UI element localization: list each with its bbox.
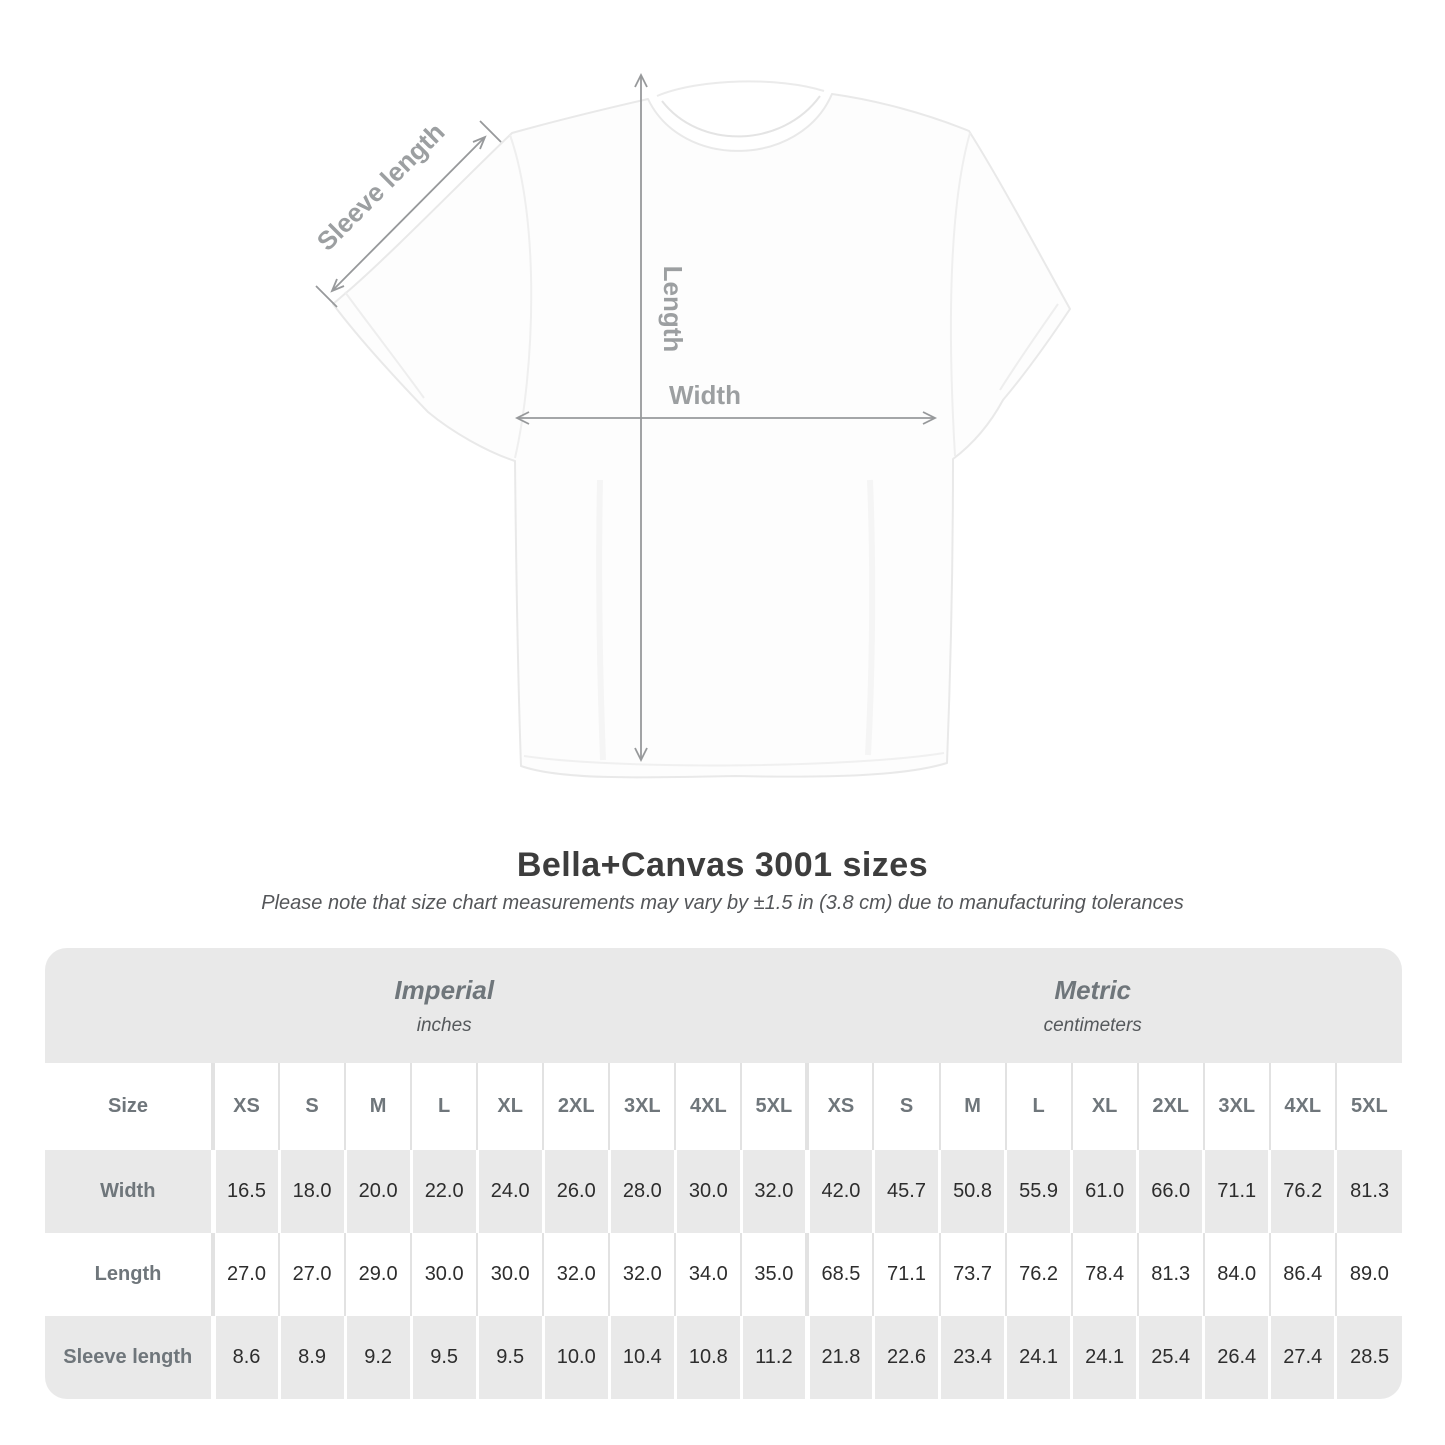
size-header: S xyxy=(279,1063,345,1150)
unit-group-row xyxy=(45,948,1402,1063)
measurement-cell: 29.0 xyxy=(345,1233,411,1316)
size-header: 3XL xyxy=(609,1063,675,1150)
measurement-cell: 16.5 xyxy=(213,1150,279,1233)
imperial-group-title: Imperial xyxy=(394,974,495,1005)
page-title: Bella+Canvas 3001 sizes xyxy=(516,846,929,884)
measurement-cell: 32.0 xyxy=(741,1150,807,1233)
width-row xyxy=(45,1150,1402,1233)
measurement-cell: 28.0 xyxy=(609,1150,675,1233)
measurement-cell: 73.7 xyxy=(940,1233,1006,1316)
size-column-header: Size xyxy=(45,1063,213,1150)
measurement-cell: 24.1 xyxy=(1006,1316,1072,1399)
measurement-cell: 78.4 xyxy=(1072,1233,1138,1316)
measurement-cell: 24.0 xyxy=(477,1150,543,1233)
size-chart-table xyxy=(45,948,1402,1399)
measurement-cell: 26.0 xyxy=(543,1150,609,1233)
tshirt-illustration xyxy=(333,81,1070,777)
length-label: Length xyxy=(658,265,688,353)
measurement-cell: 9.5 xyxy=(411,1316,477,1399)
length-row xyxy=(45,1233,1402,1316)
measurement-cell: 61.0 xyxy=(1072,1150,1138,1233)
size-header: XL xyxy=(1072,1063,1138,1150)
size-header: M xyxy=(940,1063,1006,1150)
measurement-cell: 9.5 xyxy=(477,1316,543,1399)
measurement-cell: 89.0 xyxy=(1336,1233,1402,1316)
measurement-cell: 8.6 xyxy=(213,1316,279,1399)
measurement-cell: 18.0 xyxy=(279,1150,345,1233)
size-header: 2XL xyxy=(1138,1063,1204,1150)
measurement-cell: 34.0 xyxy=(675,1233,741,1316)
measurement-cell: 42.0 xyxy=(807,1150,873,1233)
measurement-cell: 68.5 xyxy=(807,1233,873,1316)
measurement-cell: 25.4 xyxy=(1138,1316,1204,1399)
measurement-cell: 30.0 xyxy=(675,1150,741,1233)
size-header: L xyxy=(411,1063,477,1150)
sleeve-length-label: Sleeve length xyxy=(310,116,451,257)
measurement-cell: 10.0 xyxy=(543,1316,609,1399)
measurement-cell: 9.2 xyxy=(345,1316,411,1399)
measurement-cell: 81.3 xyxy=(1336,1150,1402,1233)
measurement-cell: 11.2 xyxy=(741,1316,807,1399)
measurement-cell: 22.6 xyxy=(873,1316,939,1399)
measurement-cell: 71.1 xyxy=(1204,1150,1270,1233)
measurement-cell: 10.8 xyxy=(675,1316,741,1399)
measurement-cell: 27.4 xyxy=(1270,1316,1336,1399)
measurement-cell: 27.0 xyxy=(279,1233,345,1316)
measurement-cell: 55.9 xyxy=(1006,1150,1072,1233)
imperial-group-header xyxy=(45,948,807,1063)
measurement-cell: 35.0 xyxy=(741,1233,807,1316)
size-header: XS xyxy=(807,1063,873,1150)
measurement-cell: 20.0 xyxy=(345,1150,411,1233)
measurement-cell: 71.1 xyxy=(873,1233,939,1316)
measurement-cell: 76.2 xyxy=(1006,1233,1072,1316)
measurement-cell: 32.0 xyxy=(543,1233,609,1316)
row-label: Width xyxy=(45,1150,213,1233)
measurement-cell: 26.4 xyxy=(1204,1316,1270,1399)
size-header: 5XL xyxy=(741,1063,807,1150)
size-header-row xyxy=(45,1063,1402,1150)
size-header: 2XL xyxy=(543,1063,609,1150)
size-header: XL xyxy=(477,1063,543,1150)
size-header: L xyxy=(1006,1063,1072,1150)
measurement-cell: 10.4 xyxy=(609,1316,675,1399)
row-label: Length xyxy=(45,1233,213,1316)
sleeve-length-row xyxy=(45,1316,1402,1399)
imperial-group-unit: inches xyxy=(416,1014,472,1036)
measurement-cell: 28.5 xyxy=(1336,1316,1402,1399)
row-label: Sleeve length xyxy=(45,1316,213,1399)
size-header: 4XL xyxy=(1270,1063,1336,1150)
width-label: Width xyxy=(669,380,741,410)
measurement-cell: 86.4 xyxy=(1270,1233,1336,1316)
measurement-cell: 81.3 xyxy=(1138,1233,1204,1316)
measurement-cell: 8.9 xyxy=(279,1316,345,1399)
metric-group-unit: centimeters xyxy=(1043,1014,1142,1036)
metric-group-title: Metric xyxy=(1054,974,1131,1005)
size-table-container xyxy=(45,948,1402,1399)
measurement-cell: 21.8 xyxy=(807,1316,873,1399)
measurement-cell: 76.2 xyxy=(1270,1150,1336,1233)
size-header: 4XL xyxy=(675,1063,741,1150)
measurement-cell: 30.0 xyxy=(477,1233,543,1316)
size-header: XS xyxy=(213,1063,279,1150)
measurement-cell: 23.4 xyxy=(940,1316,1006,1399)
size-header: 3XL xyxy=(1204,1063,1270,1150)
measurement-cell: 30.0 xyxy=(411,1233,477,1316)
size-header: 5XL xyxy=(1336,1063,1402,1150)
measurement-cell: 50.8 xyxy=(940,1150,1006,1233)
measurement-cell: 27.0 xyxy=(213,1233,279,1316)
page-subtitle: Please note that size chart measurements may vary by ±1.5 in (3.8 cm) due to manufacturing tolerances xyxy=(261,892,1184,914)
metric-group-header xyxy=(807,948,1402,1063)
size-header: M xyxy=(345,1063,411,1150)
measurement-cell: 66.0 xyxy=(1138,1150,1204,1233)
measurement-cell: 45.7 xyxy=(873,1150,939,1233)
measurement-cell: 24.1 xyxy=(1072,1316,1138,1399)
measurement-cell: 84.0 xyxy=(1204,1233,1270,1316)
measurement-cell: 22.0 xyxy=(411,1150,477,1233)
size-header: S xyxy=(873,1063,939,1150)
measurement-cell: 32.0 xyxy=(609,1233,675,1316)
